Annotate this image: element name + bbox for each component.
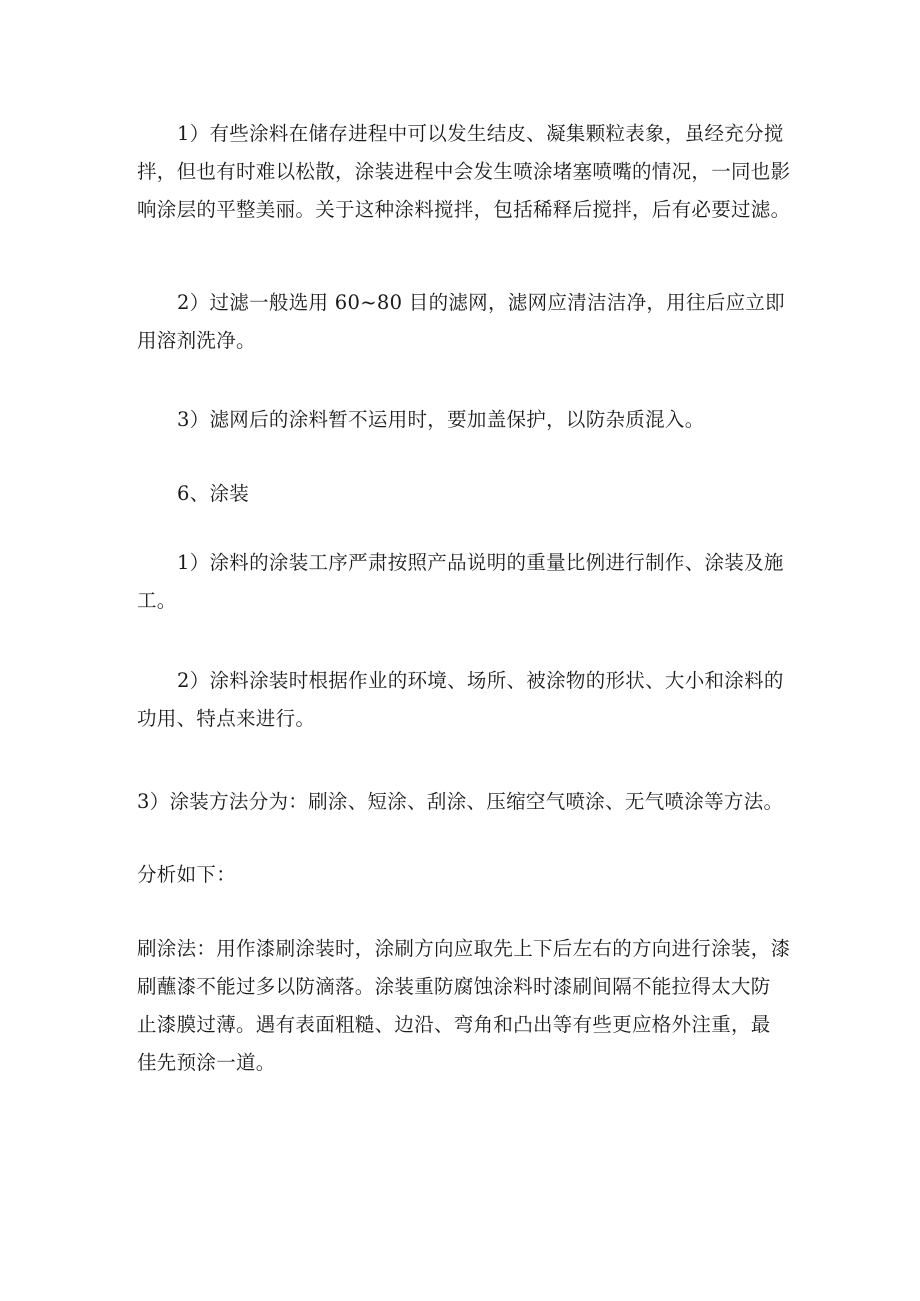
text-line: 止漆膜过薄。遇有表面粗糙、边沿、弯角和凸出等有些更应格外注重，最 (137, 1013, 771, 1036)
paragraph-stirring (137, 115, 797, 229)
text-line: 拌，但也有时难以松散，涂装进程中会发生喷涂堵塞喷嘴的情况，一同也影 (137, 160, 791, 183)
text-line: 刷涂法：用作漆刷涂装时，涂刷方向应取先上下后左右的方向进行涂装，漆 (137, 937, 791, 960)
text-line: 2）过滤一般选用 60~80 目的滤网，滤网应清洁洁净，用往后应立即 (177, 291, 785, 314)
paragraph-coating-methods (137, 783, 797, 821)
paragraph-coating-environment (137, 662, 797, 738)
text-line: 1）有些涂料在储存进程中可以发生结皮、凝集颗粒表象，虽经充分搅 (177, 122, 784, 145)
paragraph-filter-mesh (137, 284, 797, 360)
section-heading-coating (137, 475, 797, 513)
paragraph-brush-method (137, 930, 797, 1082)
text-line: 分析如下： (137, 863, 237, 886)
text-line: 1）涂料的涂装工序严肃按照产品说明的重量比例进行制作、涂装及施 (177, 551, 784, 574)
text-line: 佳先预涂一道。 (137, 1051, 276, 1074)
paragraph-cover-protection (137, 401, 797, 439)
text-line: 工。 (137, 589, 177, 612)
text-line: 用溶剂洗净。 (137, 329, 256, 352)
text-line: 2）涂料涂装时根据作业的环境、场所、被涂物的形状、大小和涂料的 (177, 669, 784, 692)
text-line: 6、涂装 (177, 482, 250, 505)
paragraph-analysis-intro (137, 856, 797, 894)
text-line: 刷蘸漆不能过多以防滴落。涂装重防腐蚀涂料时漆刷间隔不能拉得太大防 (137, 975, 771, 998)
text-line: 响涂层的平整美丽。关于这种涂料搅拌，包括稀释后搅拌，后有必要过滤。 (137, 198, 791, 221)
text-line: 3）涂装方法分为：刷涂、短涂、刮涂、压缩空气喷涂、无气喷涂等方法。 (137, 790, 784, 813)
text-line: 功用、特点来进行。 (137, 707, 316, 730)
paragraph-coating-process (137, 544, 797, 620)
text-line: 3）滤网后的涂料暂不运用时，要加盖保护，以防杂质混入。 (177, 408, 705, 431)
